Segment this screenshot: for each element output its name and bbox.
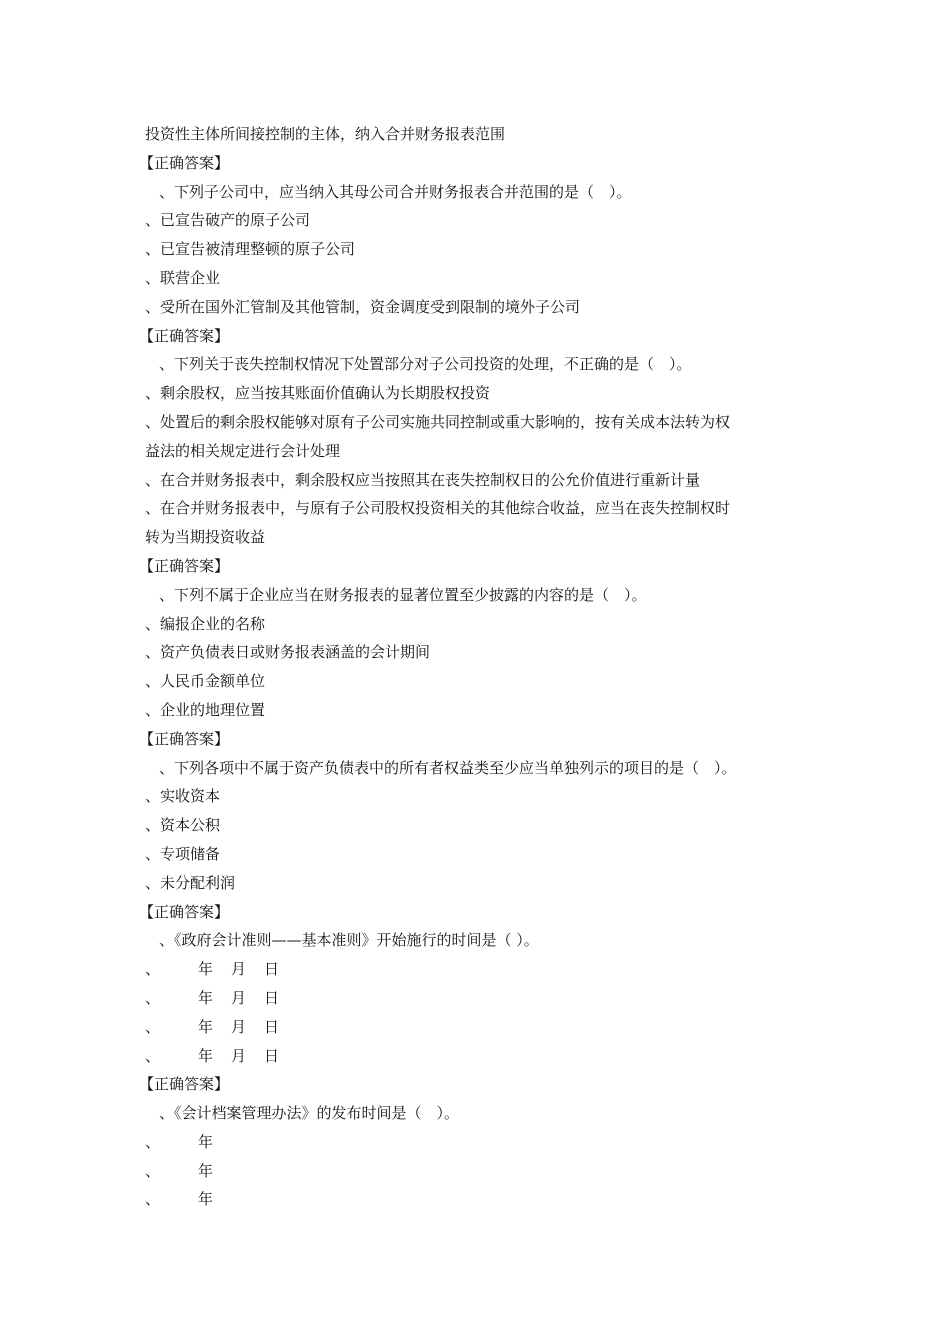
document-content	[139, 120, 815, 1214]
day-label: 日	[264, 960, 280, 979]
answer-option: 、处置后的剩余股权能够对原有子公司实施共同控制或重大影响的，按有关成本法转为权	[145, 412, 731, 431]
answer-heading: 【正确答案】	[139, 326, 230, 345]
year-label: 年	[198, 1190, 214, 1209]
answer-option: 、专项储备	[145, 844, 221, 863]
day-label: 日	[264, 988, 280, 1007]
date-option	[145, 1128, 815, 1157]
year-label: 年	[198, 1046, 214, 1065]
date-option	[145, 984, 815, 1013]
year-label: 年	[198, 988, 214, 1007]
answer-option: 、未分配利润	[145, 873, 236, 892]
date-option	[145, 1157, 815, 1186]
answer-option: 、编报企业的名称	[145, 614, 266, 633]
answer-option: 、在合并财务报表中，剩余股权应当按照其在丧失控制权日的公允价值进行重新计量	[145, 470, 701, 489]
year-label: 年	[198, 1017, 214, 1036]
question-stem: 、下列不属于企业应当在财务报表的显著位置至少披露的内容的是（ ）。	[159, 585, 647, 604]
answer-option: 、联营企业	[145, 268, 221, 287]
answer-option: 、资产负债表日或财务报表涵盖的会计期间	[145, 643, 431, 662]
answer-option: 、人民币金额单位	[145, 672, 266, 691]
option-marker: 、	[145, 1161, 161, 1180]
date-option	[145, 1013, 815, 1042]
month-label: 月	[231, 988, 247, 1007]
option-marker: 、	[145, 1132, 161, 1151]
date-option	[145, 955, 815, 984]
answer-option: 、实收资本	[145, 787, 221, 806]
answer-heading: 【正确答案】	[139, 153, 230, 172]
answer-heading: 【正确答案】	[139, 556, 230, 575]
year-label: 年	[198, 960, 214, 979]
month-label: 月	[231, 960, 247, 979]
answer-heading: 【正确答案】	[139, 902, 230, 921]
option-marker: 、	[145, 960, 161, 979]
day-label: 日	[264, 1017, 280, 1036]
month-label: 月	[231, 1017, 247, 1036]
option-marker: 、	[145, 1046, 161, 1065]
year-label: 年	[198, 1161, 214, 1180]
answer-option: 、已宣告被清理整顿的原子公司	[145, 240, 356, 259]
question-stem: 、《会计档案管理办法》的发布时间是（ ）。	[159, 1104, 460, 1123]
day-label: 日	[264, 1046, 280, 1065]
option-marker: 、	[145, 1190, 161, 1209]
option-marker: 、	[145, 1017, 161, 1036]
question-stem: 、下列关于丧失控制权情况下处置部分对子公司投资的处理，不正确的是（ ）。	[159, 355, 692, 374]
option-marker: 、	[145, 988, 161, 1007]
answer-option: 、已宣告破产的原子公司	[145, 211, 311, 230]
answer-option: 、企业的地理位置	[145, 700, 266, 719]
answer-heading: 【正确答案】	[139, 1075, 230, 1094]
month-label: 月	[231, 1046, 247, 1065]
answer-option: 、剩余股权，应当按其账面价值确认为长期股权投资	[145, 384, 491, 403]
question-stem: 、下列各项中不属于资产负债表中的所有者权益类至少应当单独列示的项目的是（ ）。	[159, 758, 737, 777]
year-label: 年	[198, 1132, 214, 1151]
answer-option: 、资本公积	[145, 816, 221, 835]
question-stem: 、下列子公司中，应当纳入其母公司合并财务报表合并范围的是（ ）。	[159, 182, 632, 201]
text-line: 益法的相关规定进行会计处理	[145, 441, 341, 460]
date-option	[145, 1185, 815, 1214]
answer-heading: 【正确答案】	[139, 729, 230, 748]
date-option	[145, 1042, 815, 1071]
text-line: 投资性主体所间接控制的主体，纳入合并财务报表范围	[145, 125, 506, 143]
question-stem: 、《政府会计准则——基本准则》开始施行的时间是（ ）。	[159, 931, 539, 950]
text-line: 转为当期投资收益	[145, 528, 266, 547]
answer-option: 、受所在国外汇管制及其他管制，资金调度受到限制的境外子公司	[145, 297, 581, 316]
answer-option: 、在合并财务报表中，与原有子公司股权投资相关的其他综合收益，应当在丧失控制权时	[145, 499, 731, 518]
